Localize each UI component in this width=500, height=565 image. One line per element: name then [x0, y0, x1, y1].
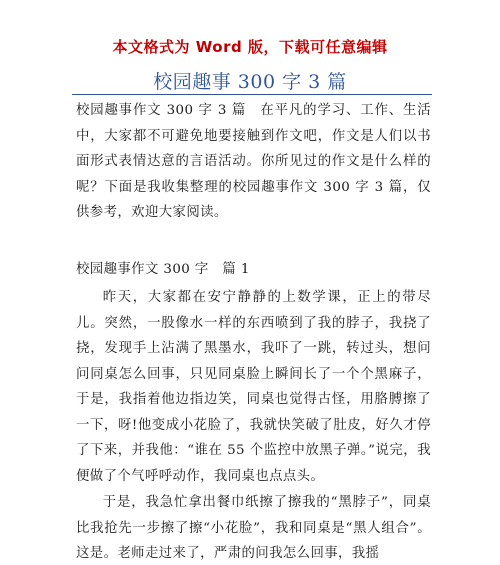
page-title: 校园趣事 300 字 3 篇 — [153, 71, 347, 93]
format-banner: 本文格式为 Word 版，下载可任意编辑 — [112, 38, 388, 56]
intro-paragraph: 校园趣事作文 300 字 3 篇 在平凡的学习、工作、生活中，大家都不可避免地要接触到作文吧，作文是人们以书面形式表情达意的言语活动。你所见过的作文是什么样的呢？下面是我收集整理的校园趣事作文 300 字 3 篇，仅供参考，欢迎大家阅读。 — [76, 103, 431, 220]
title-divider — [72, 94, 432, 95]
body-paragraph: 于是，我急忙拿出餐巾纸擦了擦我的“黑脖子”，同桌比我抢先一步擦了擦“小花脸”，我和同桌是“黑人组合”。这是。老师走过来了，严肃的问我怎么回事，我摇 — [76, 495, 431, 561]
body-paragraph: 昨天，大家都在安宁静静的上数学课，正上的带尽儿。突然，一股像水一样的东西喷到了我的脖子，我挠了挠，发现手上沾满了黑墨水，我吓了一跳，转过头，想问问同桌怎么回事，只见同桌脸上瞬间长了一个个黑麻子，于是，我指着他边指边笑，同桌也觉得古怪，用胳膊擦了一下，呀!他变成小花脸了，我就快笑破了肚皮，好久才停了下来，并我他：“谁在 55 个监控中放黑子弹。”说完，我便做了个气呼呼动作，我同桌也点点头。 — [76, 290, 431, 484]
section-heading: 校园趣事作文 300 字 篇 1 — [76, 262, 250, 277]
